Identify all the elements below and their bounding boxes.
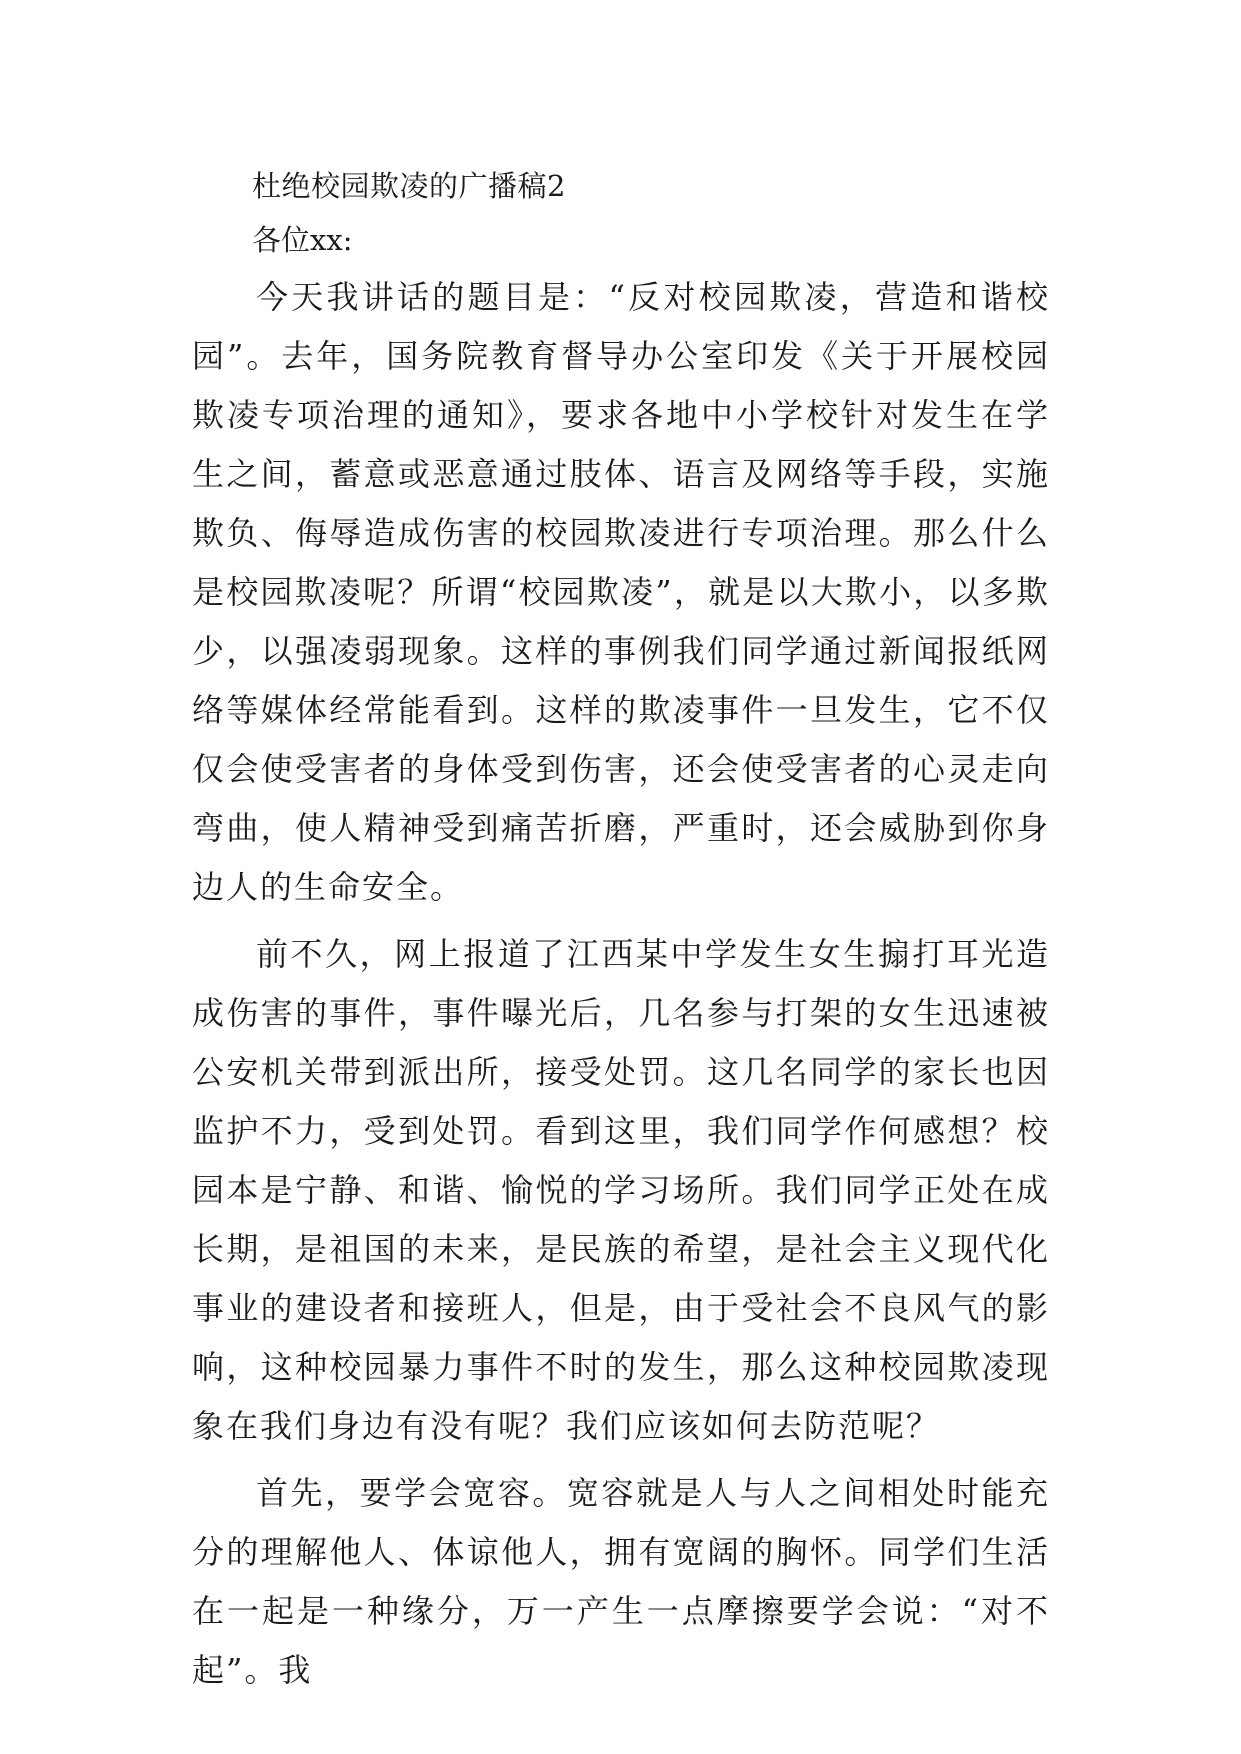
paragraph-1: 今天我讲话的题目是：“反对校园欺凌，营造和谐校园”。去年，国务院教育督导办公室印发《关于开展校园欺凌专项治理的通知》，要求各地中小学校针对发生在学生之间，蓄意或恶意通过肢体、语言及网络等手段，实施欺负、侮辱造成伤害的校园欺凌进行专项治理。那么什么是校园欺凌呢？所谓“校园欺凌”，就是以大欺小，以多欺少，以强凌弱现象。这样的事例我们同学通过新闻报纸网络等媒体经常能看到。这样的欺凌事件一旦发生，它不仅仅会使受害者的身体受到伤害，还会使受害者的心灵走向弯曲，使人精神受到痛苦折磨，严重时，还会威胁到你身边人的生命安全。 [192,278,1050,906]
paragraph-3: 首先，要学会宽容。宽容就是人与人之间相处时能充分的理解他人、体谅他人，拥有宽阔的胸怀。同学们生活在一起是一种缘分，万一产生一点摩擦要学会说：“对不起”。我 [192,1474,1050,1689]
salutation: 各位xx: [252,223,353,257]
paragraph-2: 前不久，网上报道了江西某中学发生女生搧打耳光造成伤害的事件，事件曝光后，几名参与打架的女生迅速被公安机关带到派出所，接受处罚。这几名同学的家长也因监护不力，受到处罚。看到这里，我们同学作何感想？校园本是宁静、和谐、愉悦的学习场所。我们同学正处在成长期，是祖国的未来，是民族的希望，是社会主义现代化事业的建设者和接班人，但是，由于受社会不良风气的影响，这种校园暴力事件不时的发生，那么这种校园欺凌现象在我们身边有没有呢？我们应该如何去防范呢？ [192,935,1050,1445]
document-body [192,160,1050,1700]
document-title: 杜绝校园欺凌的广播稿2 [252,169,566,203]
